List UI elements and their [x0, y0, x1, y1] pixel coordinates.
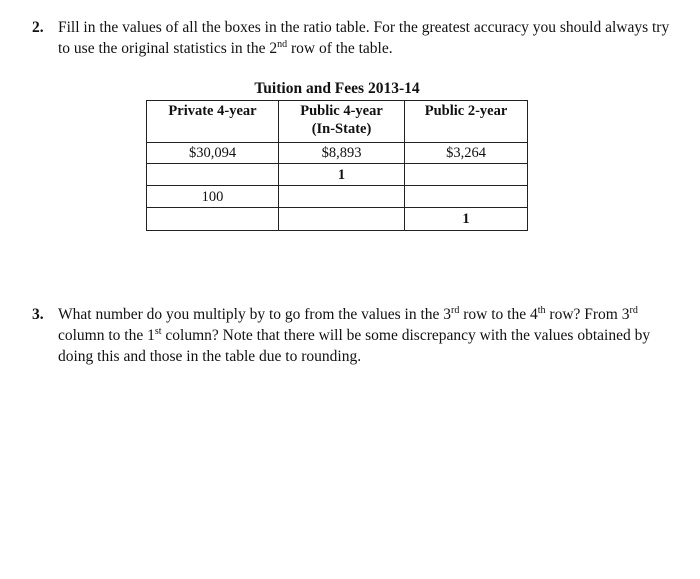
- header-public-4-year: Public 4-year (In-State): [279, 101, 405, 143]
- table-cell: [147, 208, 279, 231]
- ratio-table: [146, 100, 528, 231]
- table-cell: 1: [405, 208, 528, 231]
- table-row: [147, 186, 528, 208]
- table-cell: $30,094: [147, 143, 279, 164]
- question-text: Fill in the values of all the boxes in the ratio table. For the greatest accuracy you should always try to use the original statistics in the 2nd row of the table.: [58, 19, 670, 57]
- table-cell: [147, 164, 279, 186]
- table-cell: $3,264: [405, 143, 528, 164]
- question-number: 2.: [32, 19, 44, 36]
- table-cell: [405, 186, 528, 208]
- table-row: [147, 164, 528, 186]
- table-cell: $8,893: [279, 143, 405, 164]
- table-cell: [405, 164, 528, 186]
- table-header-row: [147, 101, 528, 143]
- table-row: [147, 143, 528, 164]
- question-text: What number do you multiply by to go from the values in the 3rd row to the 4th row? From 3rd column to the 1st column? Note that there will be some discrepancy with the values obtained by doing this and those in the table due to rounding.: [58, 305, 651, 365]
- table-cell: 100: [147, 186, 279, 208]
- table-cell: 1: [279, 164, 405, 186]
- header-public-2-year: Public 2-year: [405, 101, 528, 143]
- table-cell: [279, 208, 405, 231]
- question-number: 3.: [32, 306, 44, 323]
- table-cell: [279, 186, 405, 208]
- question-3: [32, 304, 672, 367]
- table-title: Tuition and Fees 2013-14: [254, 80, 420, 97]
- question-2: [32, 17, 672, 59]
- table-row: [147, 208, 528, 231]
- header-private-4-year: Private 4-year: [147, 101, 279, 143]
